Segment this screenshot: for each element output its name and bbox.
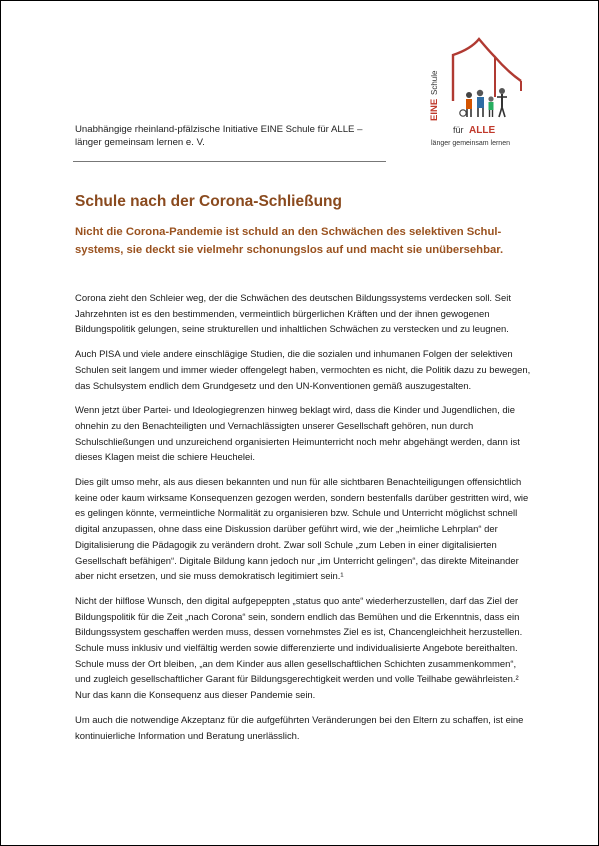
organization-header (75, 123, 375, 149)
logo-alle-text: ALLE (469, 125, 496, 136)
paragraph: Wenn jetzt über Partei- und Ideologiegrenzen hinweg beklagt wird, dass die Kinder und Jugendlichen, die ohnehin zu den Benachteiligten und Vernachlässigten unserer Gesellschaft gehören, nun durch Schulschließungen und unzureichend organisierten Heimunterricht noch mehr abgehängt werden, dann ist dieses Klagen meist die schiere Heuchelei. (75, 405, 520, 464)
paragraph: Corona zieht den Schleier weg, der die Schwächen des deutschen Bildungssystems verdecken soll. Seit Jahrzehnten ist es den bestimmenden, vermeintlich bürgerlichen Kräften und der ihnen gewogenen Bildungspolitik gelungen, seine strukturellen und inhaltlichen Schwächen zu verstecken und zu leugnen. (75, 293, 511, 336)
article-subtitle: Nicht die Corona-Pandemie ist schuld an den Schwächen des selektiven Schul-systems, sie deckt sie vielmehr schonungslos auf und macht sie unübersehbar. (75, 226, 504, 256)
header-divider (73, 161, 386, 162)
article-title: Schule nach der Corona-Schließung (75, 193, 342, 210)
logo-schule-text: Schule (430, 70, 439, 95)
logo-graphic (423, 35, 533, 155)
org-line-1: Unabhängige rheinland-pfälzische Initiative EINE Schule für ALLE – (75, 124, 363, 135)
paragraph: Dies gilt umso mehr, als aus diesen bekannten und nun für alle sichtbaren Benachteiligungen offensichtlich keine oder kaum wirksame Konsequenzen gezogen werden, sondern bestenfalls darüber gestritten wird, wie es gelingen könnte, vermeintliche Normalität zu organisieren bzw. Schule und Unterricht möglichst schnell digital anzupassen, ohne dass eine Diskussion darüber geführt wird, wie der „heimliche Lehrplan“ der Digitalisierung die Pädagogik zu verändern droht. Zwar soll Schule „zum Leben in einer digitalisierten Gesellschaft befähigen“. Digitale Bildung kann jedoch nur „im Unterricht gelingen“, das direkte Miteinander aber nicht ersetzen, und sie muss demokratisch legitimiert sein.¹ (75, 477, 529, 583)
paragraph: Um auch die notwendige Akzeptanz für die aufgeführten Veränderungen bei den Eltern zu schaffen, ist eine kontinuierliche Information und Beratung unerlässlich. (75, 714, 524, 742)
logo-tagline: länger gemeinsam lernen (431, 140, 510, 147)
paragraph: Nicht der hilflose Wunsch, den digital aufgepeppten „status quo ante“ wiederherzustellen, darf das Ziel der Bildungspolitik für die Zeit „nach Corona“ sein, sondern endlich das Bemühen und die Erkenntnis, dass ein Bildungssystem geschaffen werden muss, dessen vornehmstes Ziel es ist, Chancengleichheit herzustellen. Schule muss inklusiv und vielfältig werden sowie differenzierte und individualisierte Angebote bereithalten. Schule muss der Ort bleiben, „an dem Kinder aus allen gesellschaftlichen Schichten zusammenkommen“, und zugleich gesellschaftlicher Garant für Bildungsgerechtigkeit werden und volle Teilhabe gewährleisten.² Nur das kann die Konsequenz aus dieser Pandemie sein. (75, 595, 523, 702)
org-line-2: länger gemeinsam lernen e. V. (75, 137, 205, 148)
school-logo (423, 35, 533, 155)
logo-eine-text: EINE (429, 98, 440, 121)
article-body (75, 291, 531, 753)
logo-fuer-text: für (453, 125, 464, 135)
paragraph: Auch PISA und viele andere einschlägige Studien, die die sozialen und inhumanen Folgen der selektiven Schulen seit langem und immer wieder offengelegt haben, vermochten es nicht, die Politik dazu zu bewegen, das Schulsystem endlich dem Grundgesetz und den UN-Konventionen gemäß auszugestalten. (75, 349, 531, 392)
